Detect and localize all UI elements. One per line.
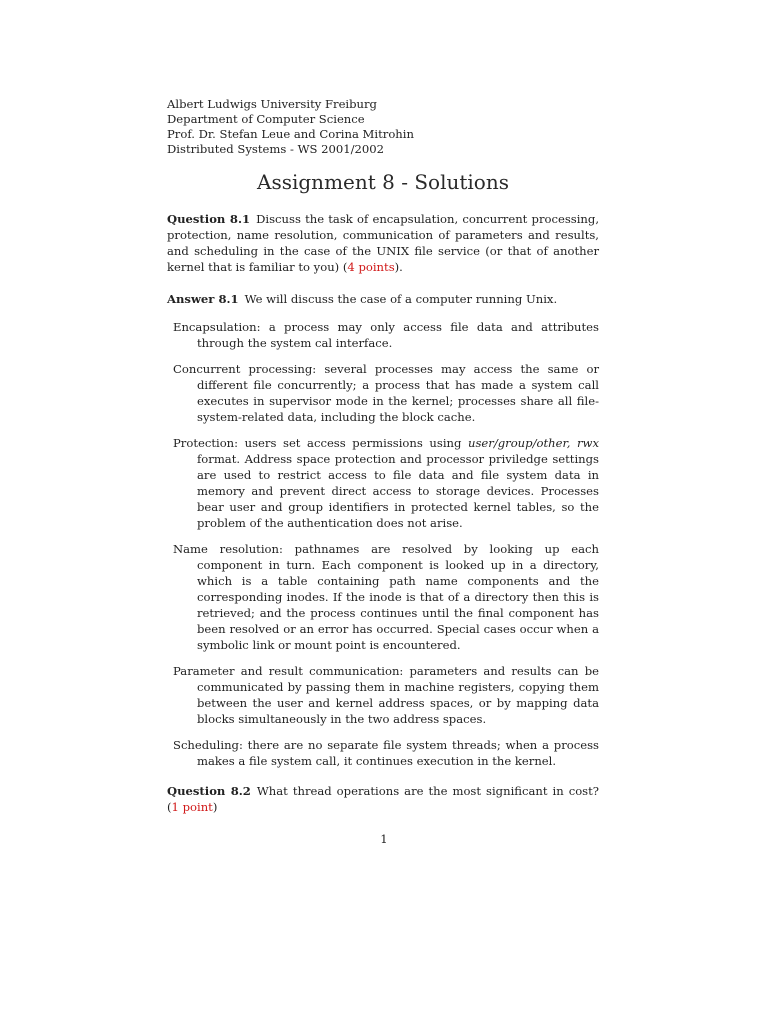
question-8-1-end: ).: [394, 260, 403, 274]
header-course: Distributed Systems - WS 2001/2002: [167, 142, 385, 156]
item-encapsulation: Encapsulation: a process may only access file data and attributes through the system cal interface.: [173, 320, 599, 350]
item-protection: [167, 435, 599, 531]
item-parameter-communication: Parameter and result communication: parameters and results can be communicated by passing them in machine registers, copying them between the user and kernel address spaces, or by mapping data blocks simultaneously in the two address spaces.: [173, 664, 599, 726]
question-8-1: [167, 211, 599, 275]
document-page: [167, 97, 599, 831]
header-department: Department of Computer Science: [167, 112, 365, 126]
item-protection-post: format. Address space protection and processor priviledge settings are used to restrict access to file data and file system data in memory and prevent direct access to storage devices. Processes bear user and group identifiers in protected kernel tables, so the problem of the authentication does not arise.: [197, 452, 599, 530]
answer-8-1-label: Answer 8.1: [167, 292, 239, 306]
item-protection-pre: Protection: users set access permissions using: [173, 436, 469, 450]
header-professors: Prof. Dr. Stefan Leue and Corina Mitrohin: [167, 127, 414, 141]
answer-items-list: [167, 319, 599, 769]
page-number: 1: [380, 832, 388, 846]
question-8-1-points: 4 points: [347, 260, 395, 274]
item-concurrent-processing: Concurrent processing: several processes may access the same or different file concurrently; a process that has made a system call executes in supervisor mode in the kernel; processes share all file-system-related data, including the block cache.: [173, 362, 599, 424]
question-8-2-text: What thread operations are the most significant in cost? (: [167, 784, 600, 814]
item-protection-italic: user/group/other, rwx: [468, 436, 599, 450]
question-8-2-end: ): [212, 800, 218, 814]
question-8-2-points: 1 point: [171, 800, 213, 814]
question-8-1-text: Discuss the task of encapsulation, concurrent processing, protection, name resolution, communication of parameters and results, and scheduling in the case of the UNIX file service (or that of another kernel that is familiar to you) (: [167, 212, 600, 274]
question-8-1-label: Question 8.1: [167, 212, 251, 226]
answer-8-1: [167, 291, 599, 307]
header-block: [167, 97, 599, 157]
answer-8-1-text: We will discuss the case of a computer running Unix.: [244, 292, 558, 306]
item-scheduling: Scheduling: there are no separate file system threads; when a process makes a file system call, it continues execution in the kernel.: [173, 738, 599, 768]
question-8-2-label: Question 8.2: [167, 784, 251, 798]
item-name-resolution: Name resolution: pathnames are resolved by looking up each component in turn. Each component is looked up in a directory, which is a table containing path name components and the corresponding inodes. If the inode is that of a directory then this is retrieved; and the process continues until the final component has been resolved or an error has occurred. Special cases occur when a symbolic link or mount point is encountered.: [173, 542, 599, 652]
page-title: Assignment 8 - Solutions: [257, 170, 509, 194]
header-university: Albert Ludwigs University Freiburg: [167, 97, 377, 111]
question-8-2: [167, 783, 599, 815]
